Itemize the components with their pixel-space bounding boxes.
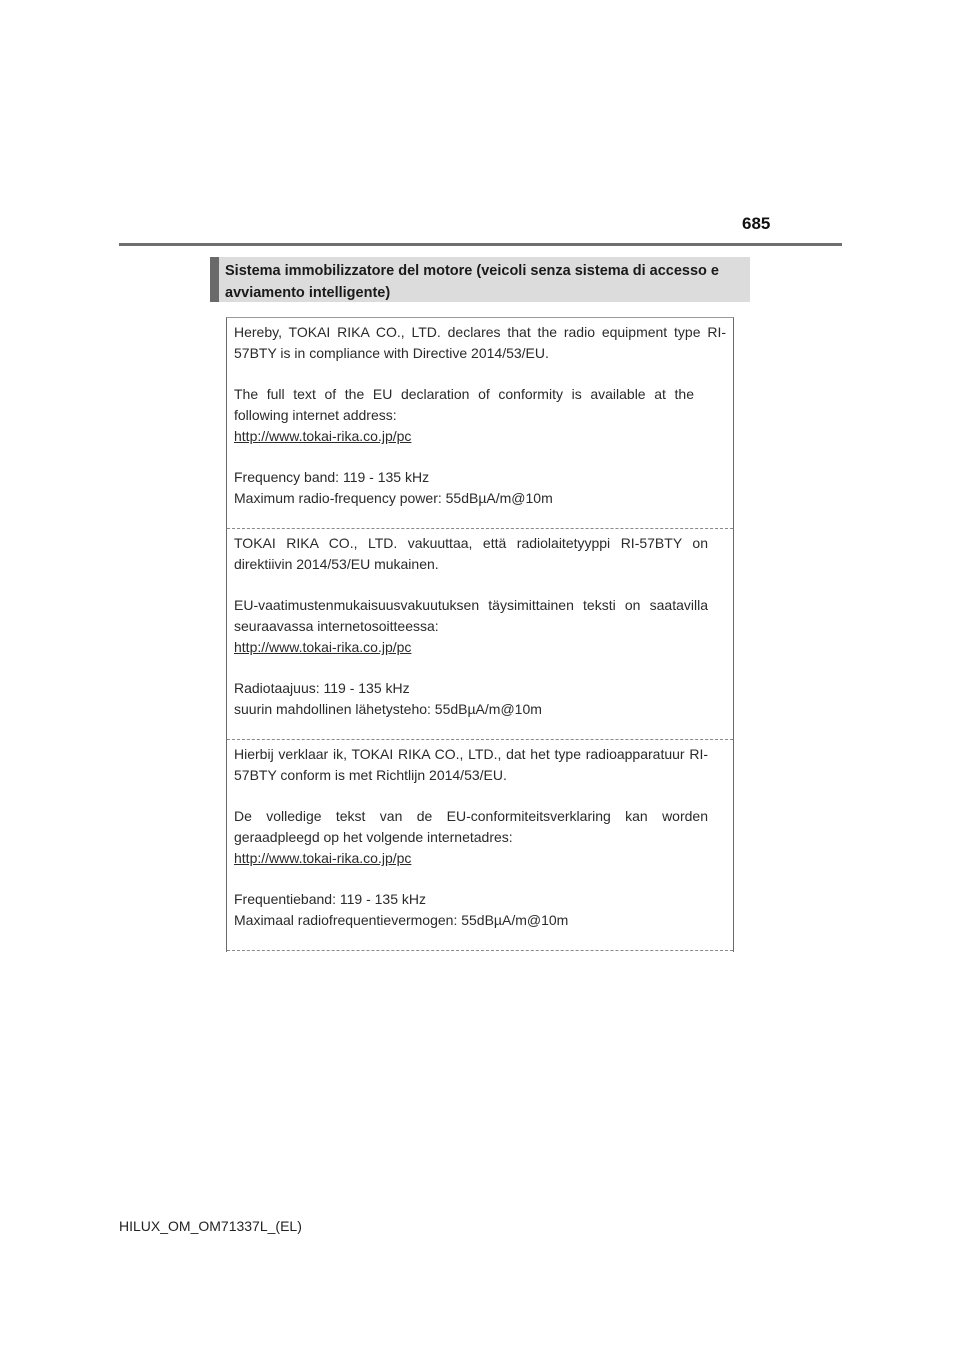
max-power: Maximum radio-frequency power: 55dBµA/m@10m bbox=[234, 490, 553, 506]
max-power: Maximaal radiofrequentievermogen: 55dBµA/m@10m bbox=[234, 912, 569, 928]
declaration-intro: TOKAI RIKA CO., LTD. vakuuttaa, että radiolaitetyyppi RI-57BTY on direktiivin 2014/53/EU mukainen. bbox=[234, 535, 708, 572]
declaration-box bbox=[226, 317, 734, 952]
declaration-dutch bbox=[227, 740, 733, 951]
max-power: suurin mahdollinen lähetysteho: 55dBµA/m@10m bbox=[234, 701, 542, 717]
frequency-band: Frequency band: 119 - 135 kHz bbox=[234, 469, 430, 485]
manual-code-footer: HILUX_OM_OM71337L_(EL) bbox=[119, 1218, 302, 1234]
frequency-band: Frequentieband: 119 - 135 kHz bbox=[234, 891, 426, 907]
declaration-url-link[interactable]: http://www.tokai-rika.co.jp/pc bbox=[234, 850, 412, 866]
frequency-band: Radiotaajuus: 119 - 135 kHz bbox=[234, 680, 410, 696]
declaration-url-link[interactable]: http://www.tokai-rika.co.jp/pc bbox=[234, 639, 412, 655]
declaration-intro: Hereby, TOKAI RIKA CO., LTD. declares that the radio equipment type RI-57BTY is in compliance with Directive 2014/53/EU. bbox=[234, 324, 726, 361]
declaration-availability: De volledige tekst van de EU-conformiteitsverklaring kan worden geraadpleegd op het volgende internetadres: bbox=[234, 808, 708, 845]
page-number: 685 bbox=[742, 214, 771, 233]
declaration-availability: EU-vaatimustenmukaisuusvakuutuksen täysimittainen teksti on saatavilla seuraavassa internetosoitteessa: bbox=[234, 597, 708, 634]
declaration-intro: Hierbij verklaar ik, TOKAI RIKA CO., LTD., dat het type radioapparatuur RI-57BTY conform is met Richtlijn 2014/53/EU. bbox=[234, 746, 708, 783]
declaration-english bbox=[227, 318, 733, 529]
section-header bbox=[210, 257, 750, 302]
section-title: Sistema immobilizzatore del motore (veicoli senza sistema di accesso e avviamento intelligente) bbox=[225, 263, 719, 301]
header-rule bbox=[119, 243, 842, 246]
declaration-url-link[interactable]: http://www.tokai-rika.co.jp/pc bbox=[234, 428, 412, 444]
declaration-availability: The full text of the EU declaration of conformity is available at the following internet address: bbox=[234, 386, 694, 423]
declaration-finnish bbox=[227, 529, 733, 740]
